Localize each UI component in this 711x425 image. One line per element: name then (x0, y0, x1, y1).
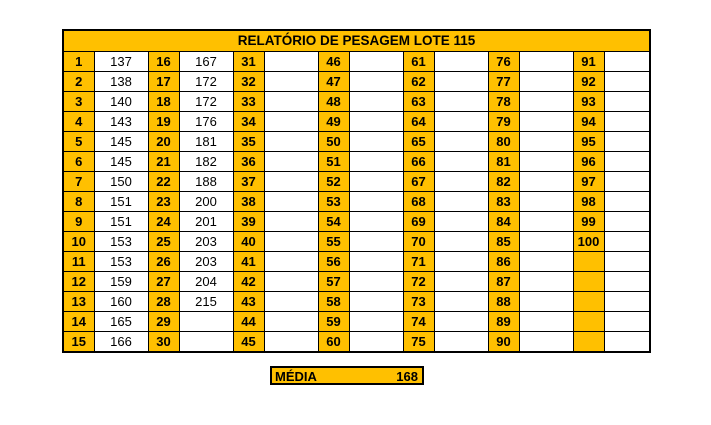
animal-number-cell[interactable]: 12 (63, 272, 94, 292)
weight-cell[interactable]: 181 (179, 132, 233, 152)
weight-cell[interactable] (349, 332, 403, 353)
table-row (63, 232, 650, 252)
animal-number-cell[interactable]: 76 (488, 52, 519, 72)
animal-number-cell[interactable]: 55 (318, 232, 349, 252)
animal-number-cell[interactable]: 27 (148, 272, 179, 292)
weight-cell[interactable] (604, 212, 650, 232)
weight-cell[interactable]: 160 (94, 292, 148, 312)
animal-number-cell[interactable]: 82 (488, 172, 519, 192)
table-row (63, 212, 650, 232)
animal-number-cell[interactable]: 25 (148, 232, 179, 252)
animal-number-cell[interactable]: 50 (318, 132, 349, 152)
animal-number-cell[interactable]: 71 (403, 252, 434, 272)
animal-number-cell[interactable]: 45 (233, 332, 264, 353)
animal-number-cell[interactable]: 37 (233, 172, 264, 192)
weight-cell[interactable] (604, 272, 650, 292)
weight-cell[interactable]: 172 (179, 72, 233, 92)
animal-number-cell[interactable]: 18 (148, 92, 179, 112)
table-row (63, 332, 650, 353)
weight-cell[interactable]: 201 (179, 212, 233, 232)
animal-number-cell[interactable]: 35 (233, 132, 264, 152)
weight-cell[interactable]: 150 (94, 172, 148, 192)
animal-number-cell[interactable]: 79 (488, 112, 519, 132)
animal-number-cell[interactable]: 11 (63, 252, 94, 272)
weight-cell[interactable] (264, 252, 318, 272)
weight-cell[interactable] (264, 132, 318, 152)
animal-number-cell[interactable]: 64 (403, 112, 434, 132)
weight-cell[interactable]: 153 (94, 252, 148, 272)
weight-cell[interactable]: 172 (179, 92, 233, 112)
average-box (270, 366, 424, 385)
animal-number-cell[interactable]: 54 (318, 212, 349, 232)
weight-cell[interactable]: 137 (94, 52, 148, 72)
weight-cell[interactable] (434, 172, 488, 192)
animal-number-cell[interactable]: 85 (488, 232, 519, 252)
weight-cell[interactable] (604, 332, 650, 353)
animal-number-cell[interactable]: 40 (233, 232, 264, 252)
animal-number-cell[interactable]: 62 (403, 72, 434, 92)
animal-number-cell[interactable]: 88 (488, 292, 519, 312)
weight-cell[interactable] (349, 112, 403, 132)
animal-number-cell[interactable]: 28 (148, 292, 179, 312)
weight-cell[interactable] (604, 92, 650, 112)
animal-number-cell[interactable]: 73 (403, 292, 434, 312)
animal-number-cell[interactable]: 32 (233, 72, 264, 92)
weight-cell[interactable] (264, 112, 318, 132)
weight-cell[interactable]: 188 (179, 172, 233, 192)
weight-cell[interactable]: 215 (179, 292, 233, 312)
weight-cell[interactable] (519, 212, 573, 232)
weight-cell[interactable] (349, 132, 403, 152)
table-row (63, 152, 650, 172)
weight-cell[interactable]: 167 (179, 52, 233, 72)
animal-number-cell[interactable]: 52 (318, 172, 349, 192)
table-row (63, 92, 650, 112)
weight-cell[interactable] (604, 152, 650, 172)
animal-number-cell[interactable]: 9 (63, 212, 94, 232)
weight-cell[interactable] (604, 132, 650, 152)
animal-number-cell[interactable]: 39 (233, 212, 264, 232)
animal-number-cell[interactable]: 41 (233, 252, 264, 272)
weight-cell[interactable] (519, 272, 573, 292)
animal-number-cell[interactable]: 23 (148, 192, 179, 212)
weight-cell[interactable]: 151 (94, 212, 148, 232)
animal-number-cell[interactable]: 92 (573, 72, 604, 92)
animal-number-cell[interactable]: 30 (148, 332, 179, 353)
weight-cell[interactable] (519, 312, 573, 332)
weight-cell[interactable] (179, 332, 233, 353)
animal-number-cell[interactable]: 21 (148, 152, 179, 172)
animal-number-cell[interactable]: 31 (233, 52, 264, 72)
weight-cell[interactable] (264, 72, 318, 92)
weight-cell[interactable] (434, 92, 488, 112)
weight-cell[interactable] (434, 132, 488, 152)
animal-number-cell[interactable]: 16 (148, 52, 179, 72)
animal-number-cell[interactable]: 63 (403, 92, 434, 112)
weight-cell[interactable] (604, 232, 650, 252)
animal-number-cell[interactable]: 89 (488, 312, 519, 332)
animal-number-cell[interactable]: 77 (488, 72, 519, 92)
weight-cell[interactable] (434, 112, 488, 132)
weight-cell[interactable] (434, 332, 488, 353)
animal-number-cell[interactable]: 94 (573, 112, 604, 132)
animal-number-cell[interactable]: 15 (63, 332, 94, 353)
weight-cell[interactable] (434, 312, 488, 332)
table-row (63, 72, 650, 92)
weight-cell[interactable]: 176 (179, 112, 233, 132)
weight-cell[interactable]: 143 (94, 112, 148, 132)
weight-cell[interactable] (349, 272, 403, 292)
animal-number-cell[interactable]: 6 (63, 152, 94, 172)
weight-cell[interactable]: 159 (94, 272, 148, 292)
weight-cell[interactable] (349, 52, 403, 72)
animal-number-cell[interactable]: 72 (403, 272, 434, 292)
table-row (63, 112, 650, 132)
animal-number-cell[interactable]: 38 (233, 192, 264, 212)
animal-number-cell[interactable]: 46 (318, 52, 349, 72)
animal-number-cell[interactable]: 49 (318, 112, 349, 132)
weight-cell[interactable] (264, 172, 318, 192)
animal-number-cell[interactable]: 96 (573, 152, 604, 172)
weight-cell[interactable]: 140 (94, 92, 148, 112)
animal-number-cell[interactable] (573, 332, 604, 353)
weight-cell[interactable] (349, 172, 403, 192)
animal-number-cell[interactable]: 95 (573, 132, 604, 152)
animal-number-cell[interactable]: 2 (63, 72, 94, 92)
weight-cell[interactable] (264, 52, 318, 72)
animal-number-cell[interactable]: 80 (488, 132, 519, 152)
animal-number-cell[interactable]: 65 (403, 132, 434, 152)
weight-cell[interactable] (349, 232, 403, 252)
weight-cell[interactable] (434, 52, 488, 72)
title-row (63, 30, 650, 52)
animal-number-cell[interactable]: 47 (318, 72, 349, 92)
animal-number-cell[interactable]: 75 (403, 332, 434, 353)
weight-cell[interactable] (519, 172, 573, 192)
weight-cell[interactable] (519, 192, 573, 212)
animal-number-cell[interactable]: 36 (233, 152, 264, 172)
animal-number-cell[interactable]: 20 (148, 132, 179, 152)
weight-cell[interactable] (434, 232, 488, 252)
animal-number-cell[interactable]: 43 (233, 292, 264, 312)
weight-cell[interactable] (264, 232, 318, 252)
weight-cell[interactable]: 200 (179, 192, 233, 212)
weight-cell[interactable] (519, 72, 573, 92)
weight-cell[interactable] (349, 252, 403, 272)
weight-cell[interactable] (519, 252, 573, 272)
animal-number-cell[interactable]: 14 (63, 312, 94, 332)
animal-number-cell[interactable]: 13 (63, 292, 94, 312)
animal-number-cell[interactable]: 90 (488, 332, 519, 353)
weight-cell[interactable] (519, 132, 573, 152)
weight-cell[interactable] (434, 292, 488, 312)
animal-number-cell[interactable]: 84 (488, 212, 519, 232)
animal-number-cell[interactable]: 51 (318, 152, 349, 172)
weight-cell[interactable] (434, 192, 488, 212)
weight-cell[interactable]: 204 (179, 272, 233, 292)
average-value[interactable]: 168 (396, 369, 418, 384)
weight-cell[interactable] (519, 52, 573, 72)
table-row (63, 192, 650, 212)
average-label[interactable]: MÉDIA (275, 369, 317, 384)
animal-number-cell[interactable]: 86 (488, 252, 519, 272)
animal-number-cell[interactable]: 42 (233, 272, 264, 292)
table-row (63, 292, 650, 312)
weight-cell[interactable]: 145 (94, 132, 148, 152)
animal-number-cell[interactable]: 58 (318, 292, 349, 312)
animal-number-cell[interactable]: 60 (318, 332, 349, 353)
animal-number-cell[interactable]: 53 (318, 192, 349, 212)
weight-cell[interactable]: 182 (179, 152, 233, 172)
table-row (63, 172, 650, 192)
weight-cell[interactable] (349, 212, 403, 232)
table-row (63, 52, 650, 72)
animal-number-cell[interactable]: 48 (318, 92, 349, 112)
animal-number-cell[interactable]: 98 (573, 192, 604, 212)
weight-cell[interactable] (349, 312, 403, 332)
animal-number-cell[interactable]: 17 (148, 72, 179, 92)
animal-number-cell[interactable]: 61 (403, 52, 434, 72)
weight-cell[interactable] (264, 92, 318, 112)
animal-number-cell[interactable]: 100 (573, 232, 604, 252)
weight-cell[interactable] (604, 72, 650, 92)
animal-number-cell[interactable]: 91 (573, 52, 604, 72)
animal-number-cell[interactable]: 44 (233, 312, 264, 332)
weight-cell[interactable] (604, 172, 650, 192)
animal-number-cell[interactable] (573, 252, 604, 272)
animal-number-cell[interactable]: 66 (403, 152, 434, 172)
weight-cell[interactable] (434, 152, 488, 172)
animal-number-cell[interactable]: 93 (573, 92, 604, 112)
weight-cell[interactable] (349, 72, 403, 92)
animal-number-cell[interactable] (573, 272, 604, 292)
weight-cell[interactable] (264, 212, 318, 232)
animal-number-cell[interactable]: 70 (403, 232, 434, 252)
weight-cell[interactable] (349, 92, 403, 112)
weight-cell[interactable] (264, 332, 318, 353)
weight-cell[interactable] (519, 332, 573, 353)
weight-cell[interactable] (519, 292, 573, 312)
animal-number-cell[interactable] (573, 312, 604, 332)
weight-cell[interactable] (604, 192, 650, 212)
weight-cell[interactable] (434, 272, 488, 292)
animal-number-cell[interactable]: 57 (318, 272, 349, 292)
animal-number-cell[interactable]: 81 (488, 152, 519, 172)
weight-cell[interactable] (434, 252, 488, 272)
animal-number-cell[interactable]: 5 (63, 132, 94, 152)
table-row (63, 132, 650, 152)
animal-number-cell[interactable]: 7 (63, 172, 94, 192)
animal-number-cell[interactable]: 1 (63, 52, 94, 72)
animal-number-cell[interactable]: 26 (148, 252, 179, 272)
animal-number-cell[interactable]: 8 (63, 192, 94, 212)
animal-number-cell[interactable]: 59 (318, 312, 349, 332)
weight-cell[interactable] (179, 312, 233, 332)
weight-cell[interactable]: 203 (179, 232, 233, 252)
weight-cell[interactable]: 153 (94, 232, 148, 252)
animal-number-cell[interactable]: 10 (63, 232, 94, 252)
animal-number-cell[interactable]: 67 (403, 172, 434, 192)
weight-cell[interactable] (264, 312, 318, 332)
weight-cell[interactable] (434, 72, 488, 92)
weight-cell[interactable]: 203 (179, 252, 233, 272)
animal-number-cell[interactable]: 97 (573, 172, 604, 192)
weight-cell[interactable]: 138 (94, 72, 148, 92)
animal-number-cell[interactable]: 56 (318, 252, 349, 272)
weight-cell[interactable] (604, 112, 650, 132)
weight-cell[interactable] (264, 152, 318, 172)
animal-number-cell[interactable]: 74 (403, 312, 434, 332)
weight-cell[interactable] (349, 192, 403, 212)
animal-number-cell[interactable]: 99 (573, 212, 604, 232)
weight-cell[interactable]: 151 (94, 192, 148, 212)
weight-cell[interactable] (604, 292, 650, 312)
weighing-report-table (62, 29, 651, 353)
table-row (63, 272, 650, 292)
animal-number-cell[interactable]: 78 (488, 92, 519, 112)
animal-number-cell[interactable]: 29 (148, 312, 179, 332)
weight-cell[interactable] (604, 52, 650, 72)
weight-cell[interactable] (604, 312, 650, 332)
weight-cell[interactable] (519, 232, 573, 252)
weight-cell[interactable] (434, 212, 488, 232)
animal-number-cell[interactable]: 19 (148, 112, 179, 132)
animal-number-cell[interactable]: 68 (403, 192, 434, 212)
weight-cell[interactable] (519, 92, 573, 112)
animal-number-cell[interactable]: 33 (233, 92, 264, 112)
animal-number-cell[interactable]: 22 (148, 172, 179, 192)
animal-number-cell[interactable]: 34 (233, 112, 264, 132)
table-row (63, 312, 650, 332)
animal-number-cell[interactable]: 83 (488, 192, 519, 212)
weight-cell[interactable]: 166 (94, 332, 148, 353)
weight-cell[interactable] (264, 292, 318, 312)
animal-number-cell[interactable]: 4 (63, 112, 94, 132)
report-title[interactable]: RELATÓRIO DE PESAGEM LOTE 115 (63, 30, 650, 52)
animal-number-cell[interactable]: 69 (403, 212, 434, 232)
weight-cell[interactable] (349, 292, 403, 312)
weight-cell[interactable] (349, 152, 403, 172)
animal-number-cell[interactable]: 87 (488, 272, 519, 292)
weight-cell[interactable]: 145 (94, 152, 148, 172)
animal-number-cell[interactable] (573, 292, 604, 312)
table-row (63, 252, 650, 272)
weight-cell[interactable] (604, 252, 650, 272)
weight-cell[interactable] (519, 112, 573, 132)
weight-cell[interactable] (264, 272, 318, 292)
animal-number-cell[interactable]: 3 (63, 92, 94, 112)
weight-cell[interactable] (519, 152, 573, 172)
weight-cell[interactable] (264, 192, 318, 212)
animal-number-cell[interactable]: 24 (148, 212, 179, 232)
weight-cell[interactable]: 165 (94, 312, 148, 332)
